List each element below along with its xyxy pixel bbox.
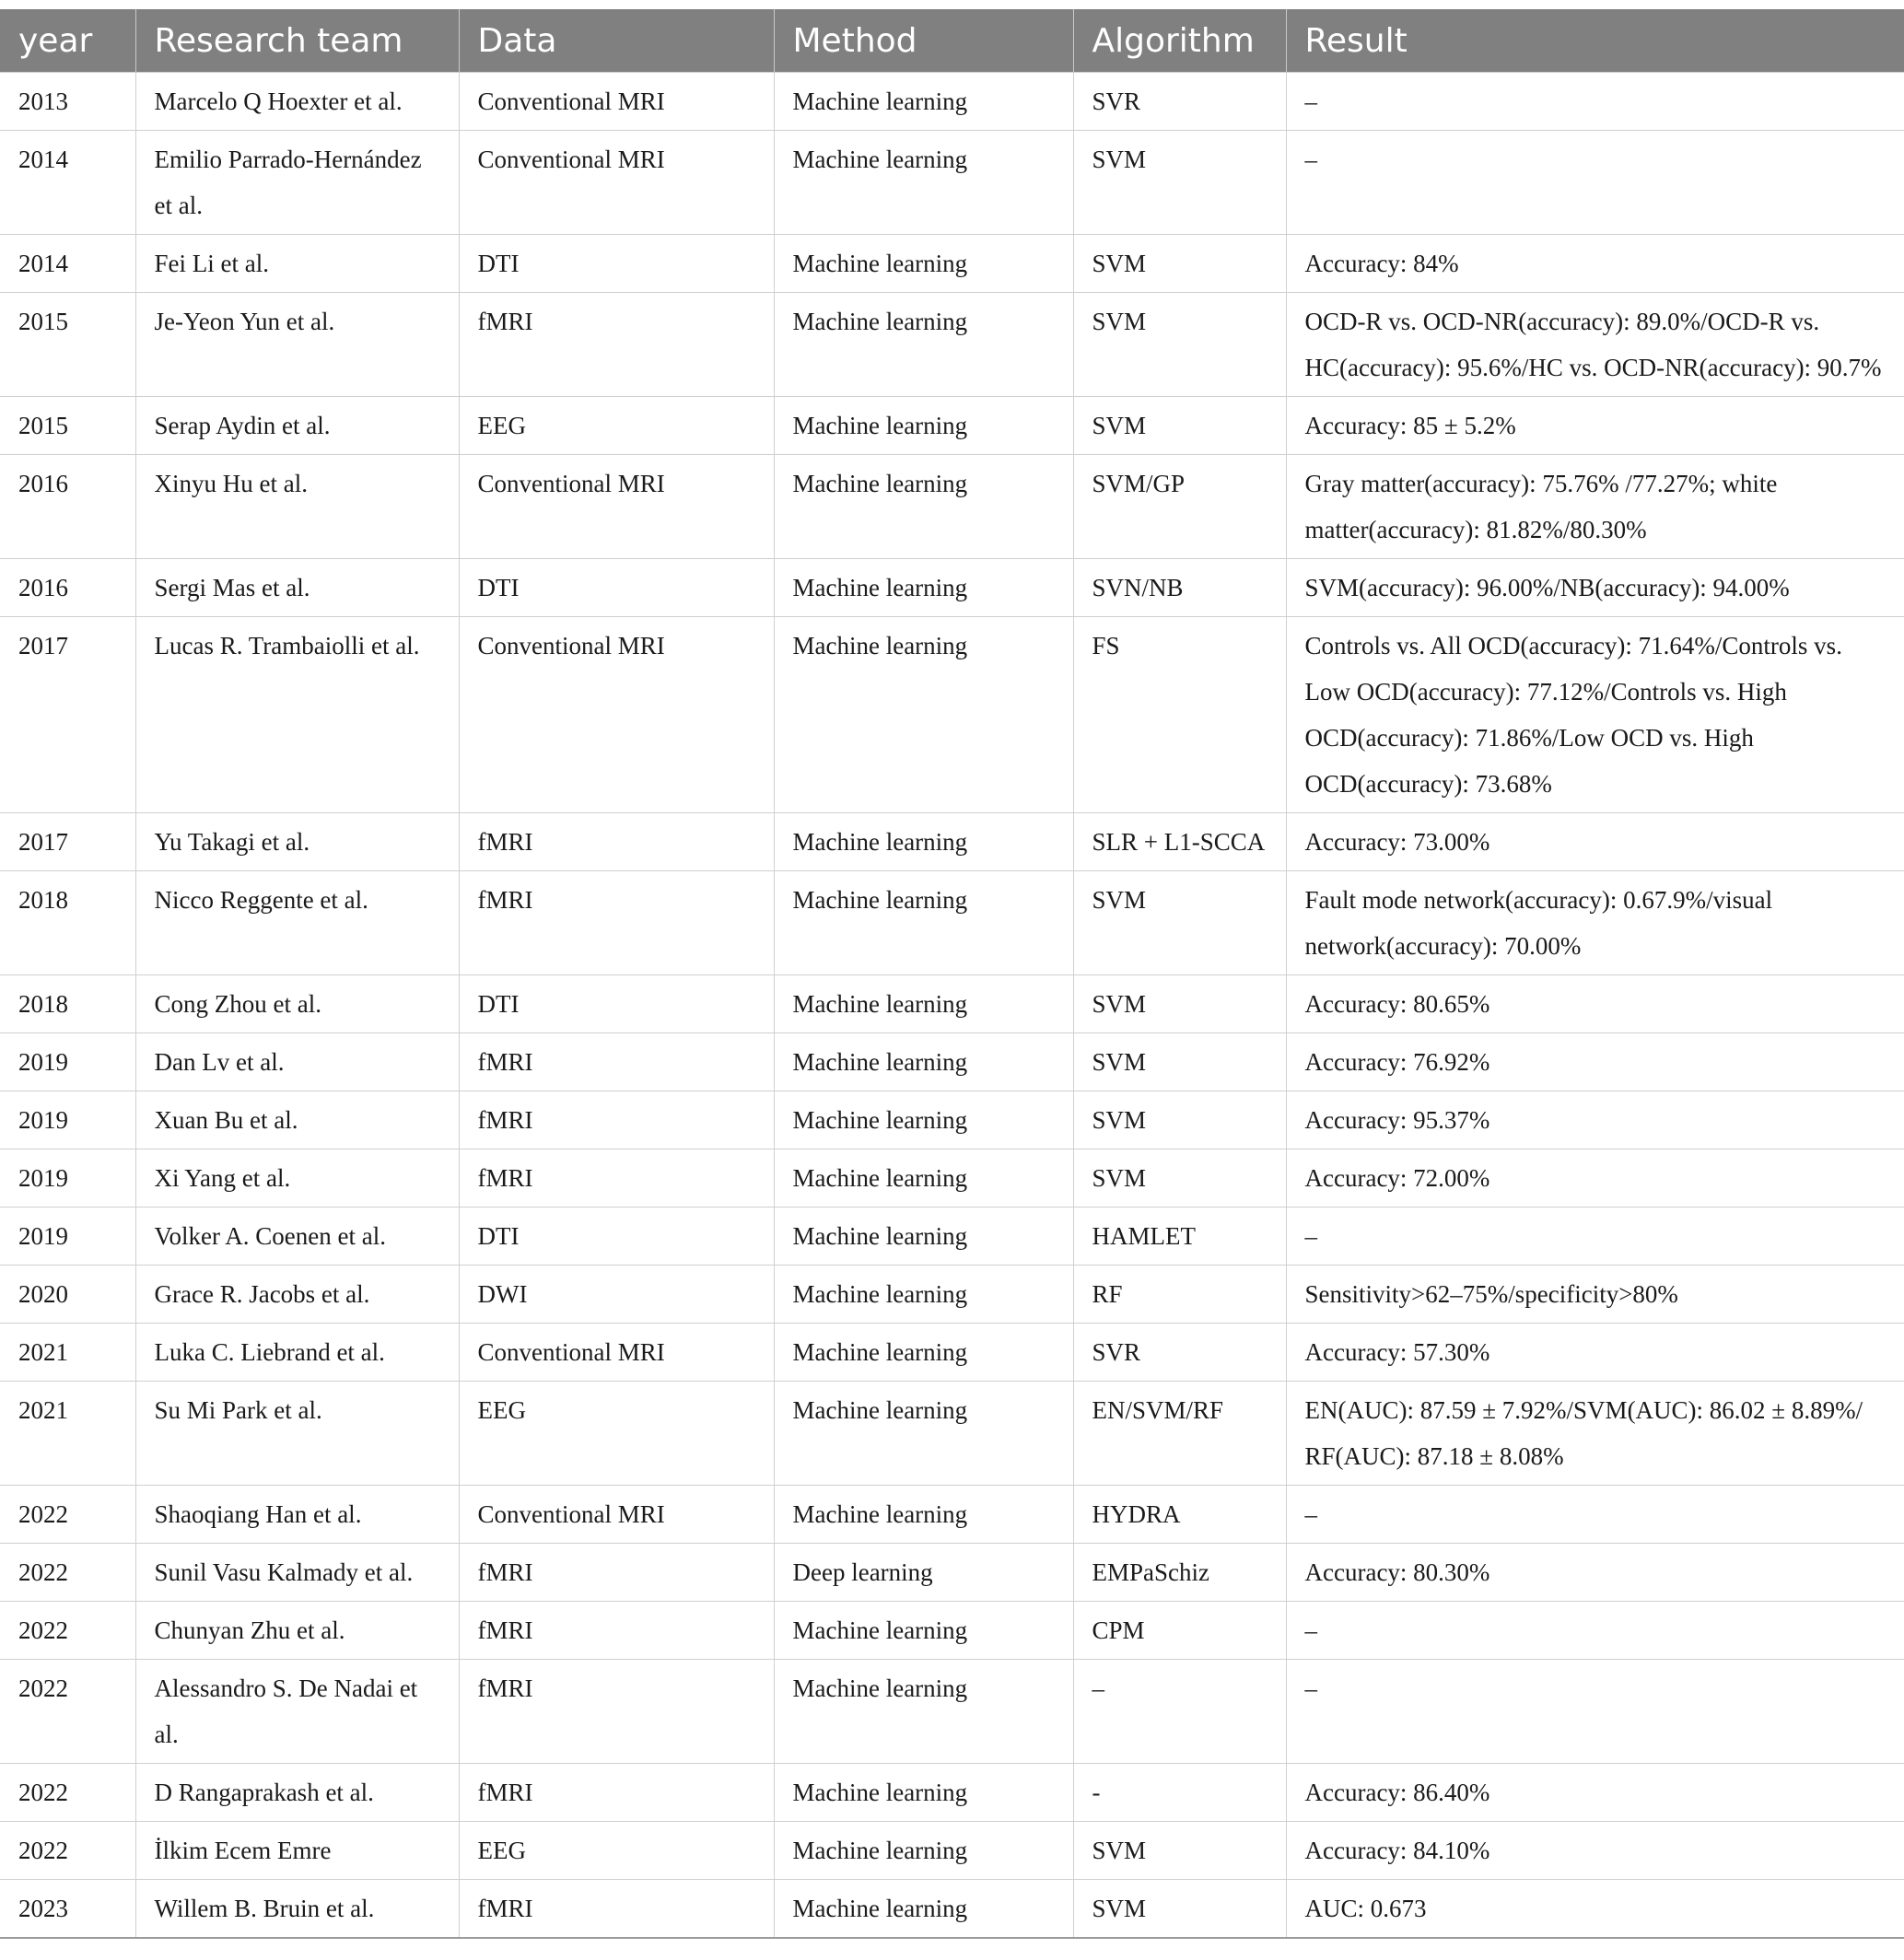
table-row <box>0 1091 1904 1149</box>
year-cell: 2019 <box>0 1208 135 1266</box>
year-cell: 2015 <box>0 397 135 455</box>
year-cell: 2017 <box>0 813 135 871</box>
header-research-team: Research team <box>135 9 459 73</box>
research-team-cell: Marcelo Q Hoexter et al. <box>135 73 459 131</box>
table-row <box>0 455 1904 559</box>
data-cell: DTI <box>459 235 774 293</box>
result-cell: Accuracy: 73.00% <box>1286 813 1904 871</box>
result-cell: Accuracy: 80.30% <box>1286 1544 1904 1602</box>
data-cell: DWI <box>459 1266 774 1324</box>
data-cell: fMRI <box>459 1880 774 1939</box>
data-cell: DTI <box>459 559 774 617</box>
table-row <box>0 397 1904 455</box>
method-cell: Machine learning <box>774 1764 1073 1822</box>
result-cell: Accuracy: 57.30% <box>1286 1324 1904 1382</box>
algorithm-cell: CPM <box>1073 1602 1286 1660</box>
algorithm-cell: SVM <box>1073 1033 1286 1091</box>
data-cell: EEG <box>459 1822 774 1880</box>
table-row <box>0 617 1904 813</box>
result-cell: – <box>1286 1660 1904 1764</box>
research-team-cell: Serap Aydin et al. <box>135 397 459 455</box>
research-team-cell: Alessandro S. De Nadai et al. <box>135 1660 459 1764</box>
algorithm-cell: SVR <box>1073 73 1286 131</box>
research-team-cell: Xinyu Hu et al. <box>135 455 459 559</box>
data-cell: fMRI <box>459 1602 774 1660</box>
table-row <box>0 1149 1904 1208</box>
data-cell: Conventional MRI <box>459 455 774 559</box>
research-team-cell: Lucas R. Trambaiolli et al. <box>135 617 459 813</box>
data-cell: fMRI <box>459 1544 774 1602</box>
method-cell: Machine learning <box>774 397 1073 455</box>
table-row <box>0 813 1904 871</box>
result-cell: – <box>1286 1208 1904 1266</box>
method-cell: Deep learning <box>774 1544 1073 1602</box>
method-cell: Machine learning <box>774 1486 1073 1544</box>
data-cell: fMRI <box>459 1091 774 1149</box>
method-cell: Machine learning <box>774 1208 1073 1266</box>
result-cell: Accuracy: 86.40% <box>1286 1764 1904 1822</box>
algorithm-cell: - <box>1073 1764 1286 1822</box>
year-cell: 2013 <box>0 73 135 131</box>
method-cell: Machine learning <box>774 975 1073 1033</box>
method-cell: Machine learning <box>774 455 1073 559</box>
research-team-cell: Sunil Vasu Kalmady et al. <box>135 1544 459 1602</box>
table-row <box>0 1544 1904 1602</box>
data-cell: DTI <box>459 1208 774 1266</box>
table-row <box>0 1486 1904 1544</box>
data-cell: Conventional MRI <box>459 1486 774 1544</box>
header-result: Result <box>1286 9 1904 73</box>
header-algorithm: Algorithm <box>1073 9 1286 73</box>
research-team-cell: Shaoqiang Han et al. <box>135 1486 459 1544</box>
year-cell: 2022 <box>0 1602 135 1660</box>
year-cell: 2014 <box>0 235 135 293</box>
result-cell: Accuracy: 72.00% <box>1286 1149 1904 1208</box>
data-cell: fMRI <box>459 813 774 871</box>
year-cell: 2019 <box>0 1091 135 1149</box>
year-cell: 2020 <box>0 1266 135 1324</box>
year-cell: 2021 <box>0 1324 135 1382</box>
algorithm-cell: SVM <box>1073 975 1286 1033</box>
algorithm-cell: SLR + L1-SCCA <box>1073 813 1286 871</box>
header-year: year <box>0 9 135 73</box>
table-row <box>0 131 1904 235</box>
research-team-cell: Willem B. Bruin et al. <box>135 1880 459 1939</box>
method-cell: Machine learning <box>774 131 1073 235</box>
results-table <box>0 9 1904 1939</box>
table-row <box>0 235 1904 293</box>
table-row <box>0 293 1904 397</box>
year-cell: 2019 <box>0 1033 135 1091</box>
table-row <box>0 1208 1904 1266</box>
research-team-cell: Fei Li et al. <box>135 235 459 293</box>
algorithm-cell: EMPaSchiz <box>1073 1544 1286 1602</box>
data-cell: Conventional MRI <box>459 73 774 131</box>
result-cell: Accuracy: 84% <box>1286 235 1904 293</box>
header-row <box>0 9 1904 73</box>
data-cell: Conventional MRI <box>459 1324 774 1382</box>
data-cell: fMRI <box>459 1660 774 1764</box>
header-method: Method <box>774 9 1073 73</box>
research-team-cell: Su Mi Park et al. <box>135 1382 459 1486</box>
method-cell: Machine learning <box>774 235 1073 293</box>
year-cell: 2016 <box>0 559 135 617</box>
algorithm-cell: SVM/GP <box>1073 455 1286 559</box>
data-cell: fMRI <box>459 293 774 397</box>
algorithm-cell: HAMLET <box>1073 1208 1286 1266</box>
result-cell: EN(AUC): 87.59 ± 7.92%/SVM(AUC): 86.02 ± 8.89%/ RF(AUC): 87.18 ± 8.08% <box>1286 1382 1904 1486</box>
table-row <box>0 559 1904 617</box>
data-cell: fMRI <box>459 871 774 975</box>
results-table-container <box>0 9 1904 1939</box>
result-cell: Accuracy: 85 ± 5.2% <box>1286 397 1904 455</box>
result-cell: – <box>1286 1486 1904 1544</box>
method-cell: Machine learning <box>774 1324 1073 1382</box>
table-row <box>0 1324 1904 1382</box>
data-cell: EEG <box>459 1382 774 1486</box>
year-cell: 2018 <box>0 871 135 975</box>
result-cell: Accuracy: 76.92% <box>1286 1033 1904 1091</box>
research-team-cell: D Rangaprakash et al. <box>135 1764 459 1822</box>
data-cell: DTI <box>459 975 774 1033</box>
data-cell: Conventional MRI <box>459 131 774 235</box>
result-cell: – <box>1286 73 1904 131</box>
table-row <box>0 73 1904 131</box>
data-cell: Conventional MRI <box>459 617 774 813</box>
research-team-cell: Emilio Parrado-Hernández et al. <box>135 131 459 235</box>
algorithm-cell: FS <box>1073 617 1286 813</box>
header-data: Data <box>459 9 774 73</box>
research-team-cell: Sergi Mas et al. <box>135 559 459 617</box>
year-cell: 2018 <box>0 975 135 1033</box>
table-body <box>0 73 1904 1939</box>
algorithm-cell: HYDRA <box>1073 1486 1286 1544</box>
result-cell: Sensitivity>62–75%/specificity>80% <box>1286 1266 1904 1324</box>
algorithm-cell: SVM <box>1073 131 1286 235</box>
research-team-cell: Xuan Bu et al. <box>135 1091 459 1149</box>
method-cell: Machine learning <box>774 1660 1073 1764</box>
research-team-cell: Grace R. Jacobs et al. <box>135 1266 459 1324</box>
method-cell: Machine learning <box>774 617 1073 813</box>
table-header <box>0 9 1904 73</box>
algorithm-cell: SVM <box>1073 235 1286 293</box>
algorithm-cell: SVM <box>1073 1091 1286 1149</box>
data-cell: EEG <box>459 397 774 455</box>
result-cell: Accuracy: 80.65% <box>1286 975 1904 1033</box>
research-team-cell: Chunyan Zhu et al. <box>135 1602 459 1660</box>
data-cell: fMRI <box>459 1033 774 1091</box>
method-cell: Machine learning <box>774 1033 1073 1091</box>
table-row <box>0 1660 1904 1764</box>
year-cell: 2023 <box>0 1880 135 1939</box>
table-row <box>0 1880 1904 1939</box>
table-row <box>0 1822 1904 1880</box>
year-cell: 2021 <box>0 1382 135 1486</box>
algorithm-cell: SVM <box>1073 871 1286 975</box>
table-row <box>0 1764 1904 1822</box>
algorithm-cell: SVM <box>1073 293 1286 397</box>
research-team-cell: İlkim Ecem Emre <box>135 1822 459 1880</box>
research-team-cell: Xi Yang et al. <box>135 1149 459 1208</box>
table-row <box>0 975 1904 1033</box>
year-cell: 2022 <box>0 1544 135 1602</box>
method-cell: Machine learning <box>774 293 1073 397</box>
method-cell: Machine learning <box>774 1149 1073 1208</box>
method-cell: Machine learning <box>774 1602 1073 1660</box>
result-cell: – <box>1286 131 1904 235</box>
research-team-cell: Yu Takagi et al. <box>135 813 459 871</box>
algorithm-cell: RF <box>1073 1266 1286 1324</box>
data-cell: fMRI <box>459 1149 774 1208</box>
method-cell: Machine learning <box>774 871 1073 975</box>
year-cell: 2016 <box>0 455 135 559</box>
algorithm-cell: – <box>1073 1660 1286 1764</box>
table-row <box>0 1382 1904 1486</box>
result-cell: Controls vs. All OCD(accuracy): 71.64%/Controls vs. Low OCD(accuracy): 77.12%/Controls vs. High OCD(accuracy): 71.86%/Low OCD vs. High OCD(accuracy): 73.68% <box>1286 617 1904 813</box>
algorithm-cell: SVM <box>1073 1822 1286 1880</box>
method-cell: Machine learning <box>774 813 1073 871</box>
year-cell: 2019 <box>0 1149 135 1208</box>
research-team-cell: Nicco Reggente et al. <box>135 871 459 975</box>
table-row <box>0 1033 1904 1091</box>
research-team-cell: Luka C. Liebrand et al. <box>135 1324 459 1382</box>
result-cell: Accuracy: 84.10% <box>1286 1822 1904 1880</box>
algorithm-cell: SVM <box>1073 397 1286 455</box>
method-cell: Machine learning <box>774 1822 1073 1880</box>
table-row <box>0 1602 1904 1660</box>
method-cell: Machine learning <box>774 1880 1073 1939</box>
year-cell: 2022 <box>0 1660 135 1764</box>
method-cell: Machine learning <box>774 1382 1073 1486</box>
year-cell: 2015 <box>0 293 135 397</box>
result-cell: – <box>1286 1602 1904 1660</box>
research-team-cell: Dan Lv et al. <box>135 1033 459 1091</box>
year-cell: 2017 <box>0 617 135 813</box>
algorithm-cell: SVM <box>1073 1880 1286 1939</box>
result-cell: AUC: 0.673 <box>1286 1880 1904 1939</box>
year-cell: 2014 <box>0 131 135 235</box>
algorithm-cell: SVM <box>1073 1149 1286 1208</box>
year-cell: 2022 <box>0 1486 135 1544</box>
result-cell: OCD-R vs. OCD-NR(accuracy): 89.0%/OCD-R vs. HC(accuracy): 95.6%/HC vs. OCD-NR(accuracy): 90.7% <box>1286 293 1904 397</box>
result-cell: Fault mode network(accuracy): 0.67.9%/visual network(accuracy): 70.00% <box>1286 871 1904 975</box>
algorithm-cell: EN/SVM/RF <box>1073 1382 1286 1486</box>
method-cell: Machine learning <box>774 1091 1073 1149</box>
research-team-cell: Je-Yeon Yun et al. <box>135 293 459 397</box>
research-team-cell: Cong Zhou et al. <box>135 975 459 1033</box>
year-cell: 2022 <box>0 1764 135 1822</box>
table-row <box>0 1266 1904 1324</box>
method-cell: Machine learning <box>774 73 1073 131</box>
algorithm-cell: SVN/NB <box>1073 559 1286 617</box>
method-cell: Machine learning <box>774 1266 1073 1324</box>
research-team-cell: Volker A. Coenen et al. <box>135 1208 459 1266</box>
method-cell: Machine learning <box>774 559 1073 617</box>
algorithm-cell: SVR <box>1073 1324 1286 1382</box>
year-cell: 2022 <box>0 1822 135 1880</box>
result-cell: SVM(accuracy): 96.00%/NB(accuracy): 94.00% <box>1286 559 1904 617</box>
result-cell: Gray matter(accuracy): 75.76% /77.27%; white matter(accuracy): 81.82%/80.30% <box>1286 455 1904 559</box>
data-cell: fMRI <box>459 1764 774 1822</box>
table-row <box>0 871 1904 975</box>
result-cell: Accuracy: 95.37% <box>1286 1091 1904 1149</box>
